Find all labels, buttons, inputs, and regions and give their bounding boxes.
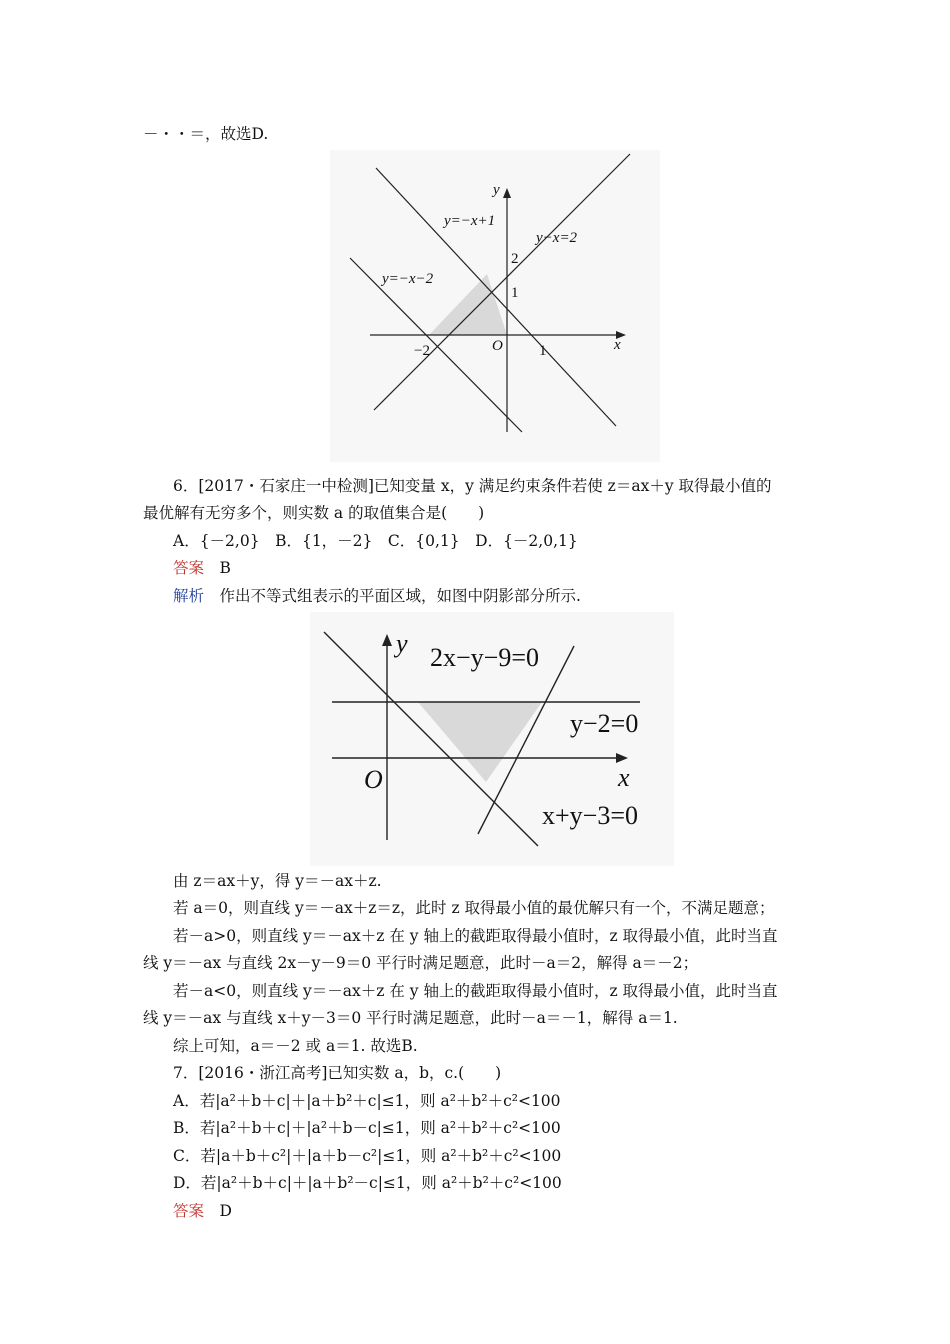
solution-line-2: 若 a＝0，则直线 y＝－ax＋z＝z，此时 z 取得最小值的最优解只有一个，不满足题意； [173, 899, 775, 917]
line-label-y-minus-2-eq-0: y−2=0 [570, 709, 639, 738]
q7-option-d: D．若|a²＋b＋c|＋|a＋b²－c|≤1，则 a²＋b²＋c²<100 [173, 1174, 562, 1192]
origin-label: O [492, 338, 503, 354]
y-axis-label: y [396, 629, 408, 658]
q6-stem-line1: 6．[2017・石家庄一中检测]已知变量 x，y 满足约束条件若使 z＝ax＋y 取得最小值的 [173, 477, 772, 495]
tick-label-x1: 1 [539, 343, 547, 359]
answer-label: 答案 [173, 1202, 205, 1220]
line-label-2x-minus-y-minus-9-eq-0: 2x−y−9=0 [430, 643, 539, 672]
q6-analysis [173, 586, 581, 606]
x-axis-label: x [614, 337, 621, 353]
q7-answer [173, 1201, 232, 1221]
line-label-x-plus-y-minus-3-eq-0: x+y−3=0 [542, 801, 638, 830]
tick-label-y1: 1 [511, 285, 519, 301]
answer-label: 答案 [173, 559, 205, 577]
line-label-y-eq-neg-x-minus-2: y=−x−2 [382, 271, 434, 287]
q7-option-a: A．若|a²＋b＋c|＋|a＋b²＋c|≤1，则 a²＋b²＋c²<100 [173, 1092, 561, 1110]
solution-line-3: 若－a>0，则直线 y＝－ax＋z 在 y 轴上的截距取得最小值时，z 取得最小值，此时当直 [173, 927, 778, 945]
analysis-text: 作出不等式组表示的平面区域，如图中阴影部分所示. [219, 587, 581, 605]
tick-label-x-neg2: −2 [414, 343, 430, 359]
line-label-y-minus-x-eq-2: y−x=2 [536, 230, 578, 246]
figure-1 [330, 150, 660, 462]
x-axis-label: x [618, 763, 630, 792]
figure-2 [310, 612, 674, 866]
q6-options: A．{－2,0} B．{1，－2} C．{0,1} D．{－2,0,1} [173, 532, 578, 550]
answer-value: D [219, 1202, 232, 1220]
origin-label: O [364, 765, 383, 794]
solution-line-1: 由 z＝ax＋y，得 y＝－ax＋z. [173, 872, 382, 890]
top-line: －・・＝，故选D. [143, 125, 269, 143]
solution-line-7: 综上可知，a＝－2 或 a＝1. 故选B. [173, 1037, 418, 1055]
y-axis-label: y [493, 182, 500, 198]
solution-line-4: 线 y＝－ax 与直线 2x－y－9＝0 平行时满足题意，此时－a＝2，解得 a＝－2； [143, 954, 699, 972]
line-label-y-eq-neg-x-plus-1: y=−x+1 [444, 213, 496, 229]
analysis-label: 解析 [173, 587, 205, 605]
answer-value: B [219, 559, 231, 577]
tick-label-y2: 2 [511, 251, 519, 267]
q7-option-b: B．若|a²＋b＋c|＋|a²＋b－c|≤1，则 a²＋b²＋c²<100 [173, 1119, 561, 1137]
q7-option-c: C．若|a＋b＋c²|＋|a＋b－c²|≤1，则 a²＋b²＋c²<100 [173, 1147, 562, 1165]
q6-answer [173, 558, 231, 578]
q7-stem: 7．[2016・浙江高考]已知实数 a，b，c.( ) [173, 1064, 502, 1082]
q6-stem-line2: 最优解有无穷多个，则实数 a 的取值集合是( ) [143, 504, 485, 522]
solution-line-5: 若－a<0，则直线 y＝－ax＋z 在 y 轴上的截距取得最小值时，z 取得最小值，此时当直 [173, 982, 778, 1000]
solution-line-6: 线 y＝－ax 与直线 x＋y－3＝0 平行时满足题意，此时－a＝－1，解得 a＝1. [143, 1009, 678, 1027]
